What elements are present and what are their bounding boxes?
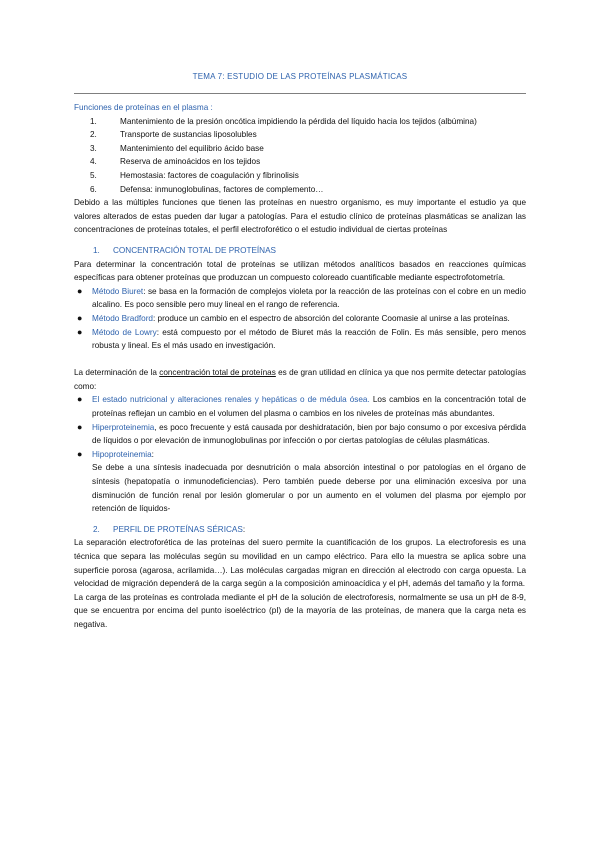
list-item — [74, 128, 526, 142]
section-1-heading — [74, 244, 526, 258]
conditions-list — [74, 393, 526, 515]
list-item — [74, 142, 526, 156]
list-number: 6. — [90, 184, 97, 194]
section-2-heading — [74, 523, 526, 537]
list-item — [74, 183, 526, 197]
page-title: TEMA 7: ESTUDIO DE LAS PROTEÍNAS PLASMÁTICAS — [192, 72, 408, 81]
bullet-icon: ● — [77, 285, 83, 296]
list-item — [74, 115, 526, 129]
functions-summary: Debido a las múltiples funciones que tienen las proteínas en nuestro organismo, es muy importante el estudio ya que valores alterados de estas pueden dar lugar a patologías. Para el estudio clínico de proteínas plasmáticas se analizan las concentraciones de proteínas totales, el perfil electroforético o el estudio individual de ciertas proteínas — [74, 198, 526, 235]
method-text: : se basa en la formación de complejos violeta por la reacción de las proteínas con el cobre en un medio alcalino. Es poco sensible pero muy lineal en el rango de referencia. — [92, 286, 526, 310]
list-number: 5. — [90, 170, 97, 180]
list-text: Hemostasia: factores de coagulación y fibrinolisis — [120, 170, 299, 180]
condition-text: : — [151, 449, 154, 459]
section-title: CONCENTRACIÓN TOTAL DE PROTEÍNAS — [113, 245, 277, 255]
utility-paragraph — [74, 366, 526, 393]
list-item — [74, 393, 526, 420]
section-number: 2. — [93, 524, 100, 534]
functions-list — [74, 115, 526, 197]
list-number: 2. — [90, 130, 97, 140]
list-item — [74, 421, 526, 448]
list-item — [74, 285, 526, 312]
list-item — [74, 169, 526, 183]
list-number: 4. — [90, 157, 97, 167]
bullet-icon: ● — [77, 312, 83, 323]
list-text: Mantenimiento de la presión oncótica impidiendo la pérdida del líquido hacia los tejidos (albúmina) — [120, 116, 477, 126]
utility-underlined: concentración total de proteínas — [159, 368, 276, 378]
list-text: Mantenimiento del equilibrio ácido base — [120, 143, 264, 153]
list-item — [74, 312, 526, 326]
list-number: 1. — [90, 116, 97, 126]
list-number: 3. — [90, 143, 97, 153]
condition-name: Hipoproteinemia — [92, 449, 152, 459]
utility-pre: La determinación de la — [74, 368, 160, 378]
condition-name: El estado nutricional y alteraciones renales y hepáticas o de médula ósea. — [92, 395, 370, 405]
list-item — [74, 448, 526, 516]
list-text: Reserva de aminoácidos en los tejidos — [120, 157, 261, 167]
utility-post: es de gran utilidad en clínica ya que nos permite detectar patologías como: — [74, 368, 526, 391]
condition-name: Hiperproteinemia — [92, 422, 155, 432]
condition-text: Los cambios en la concentración total de proteínas reflejan un cambio en el volumen del plasma o cambios en los niveles de proteínas más abundantes. — [92, 395, 526, 419]
method-name: Método Biuret — [92, 286, 144, 296]
bullet-icon: ● — [77, 394, 83, 405]
section-2-paragraph-1: La separación electroforética de las proteínas del suero permite la cuantificación de los grupos. La electroforesis es una técnica que separa las moléculas según su movilidad en un campo eléctrico. Para ello la muestra se aplica sobre una superficie porosa (agarosa, acrilamida…). Las moléculas cargadas migran en dirección al electrodo con carga opuesta. La velocidad de migración dependerá de la carga según a la composición aminoacídica y el pH, además del tamaño y la forma. — [74, 538, 526, 589]
hipoproteinemia-text: Se debe a una síntesis inadecuada por desnutrición o mala absorción intestinal o por patologías en el órgano de síntesis (hepatopatía o inmunodeficiencias). Pero también puede deberse por una eliminación excesiva por una disminución de función renal por lesión glomerular o por un aumento en el volumen del plasma por ejemplo por retención de líquidos- — [92, 463, 526, 514]
document-body — [74, 101, 526, 632]
list-item — [74, 326, 526, 353]
section-title-suffix: : — [242, 524, 246, 534]
section-number: 1. — [93, 245, 100, 255]
bullet-icon: ● — [77, 448, 83, 459]
method-text: : está compuesto por el método de Biuret más la reacción de Folin. Es más sensible, pero menos robusta y lineal. Es el más usado en investigación. — [92, 327, 526, 351]
method-name: Método Bradford — [92, 313, 153, 323]
condition-text: , es poco frecuente y está causada por deshidratación, bien por bajo consumo o por excesiva pérdida de líquidos o por elevación de inmunoglobulinas por infección o por ciertas patologías de células plasmáticas. — [92, 422, 526, 446]
section-1-intro: Para determinar la concentración total de proteínas se utilizan métodos analíticos basados en reacciones químicas específicas para obtener proteínas que produzcan un compuesto coloreado cuantificable mediante espectrofotometría. — [74, 259, 526, 283]
section-2-paragraph-2: La carga de las proteínas es controlada mediante el pH de la solución de electroforesis, normalmente se usa un pH de 8-9, que se encuentra por encima del punto isoeléctrico (pI) de la mayoría de las proteínas, de manera que la carga neta es negativa. — [74, 592, 526, 629]
list-text: Defensa: inmunoglobulinas, factores de complemento… — [120, 184, 324, 194]
list-item — [74, 155, 526, 169]
bullet-icon: ● — [77, 326, 83, 337]
title-divider — [74, 93, 526, 94]
methods-list — [74, 285, 526, 353]
section-title: PERFIL DE PROTEÍNAS SÉRICAS — [113, 524, 243, 534]
method-text: : produce un cambio en el espectro de absorción del colorante Coomasie al unirse a las proteínas. — [153, 313, 510, 323]
method-name: Método de Lowry — [92, 327, 157, 337]
list-text: Transporte de sustancias liposolubles — [120, 130, 257, 140]
functions-heading: Funciones de proteínas en el plasma : — [74, 103, 213, 112]
bullet-icon: ● — [77, 421, 83, 432]
